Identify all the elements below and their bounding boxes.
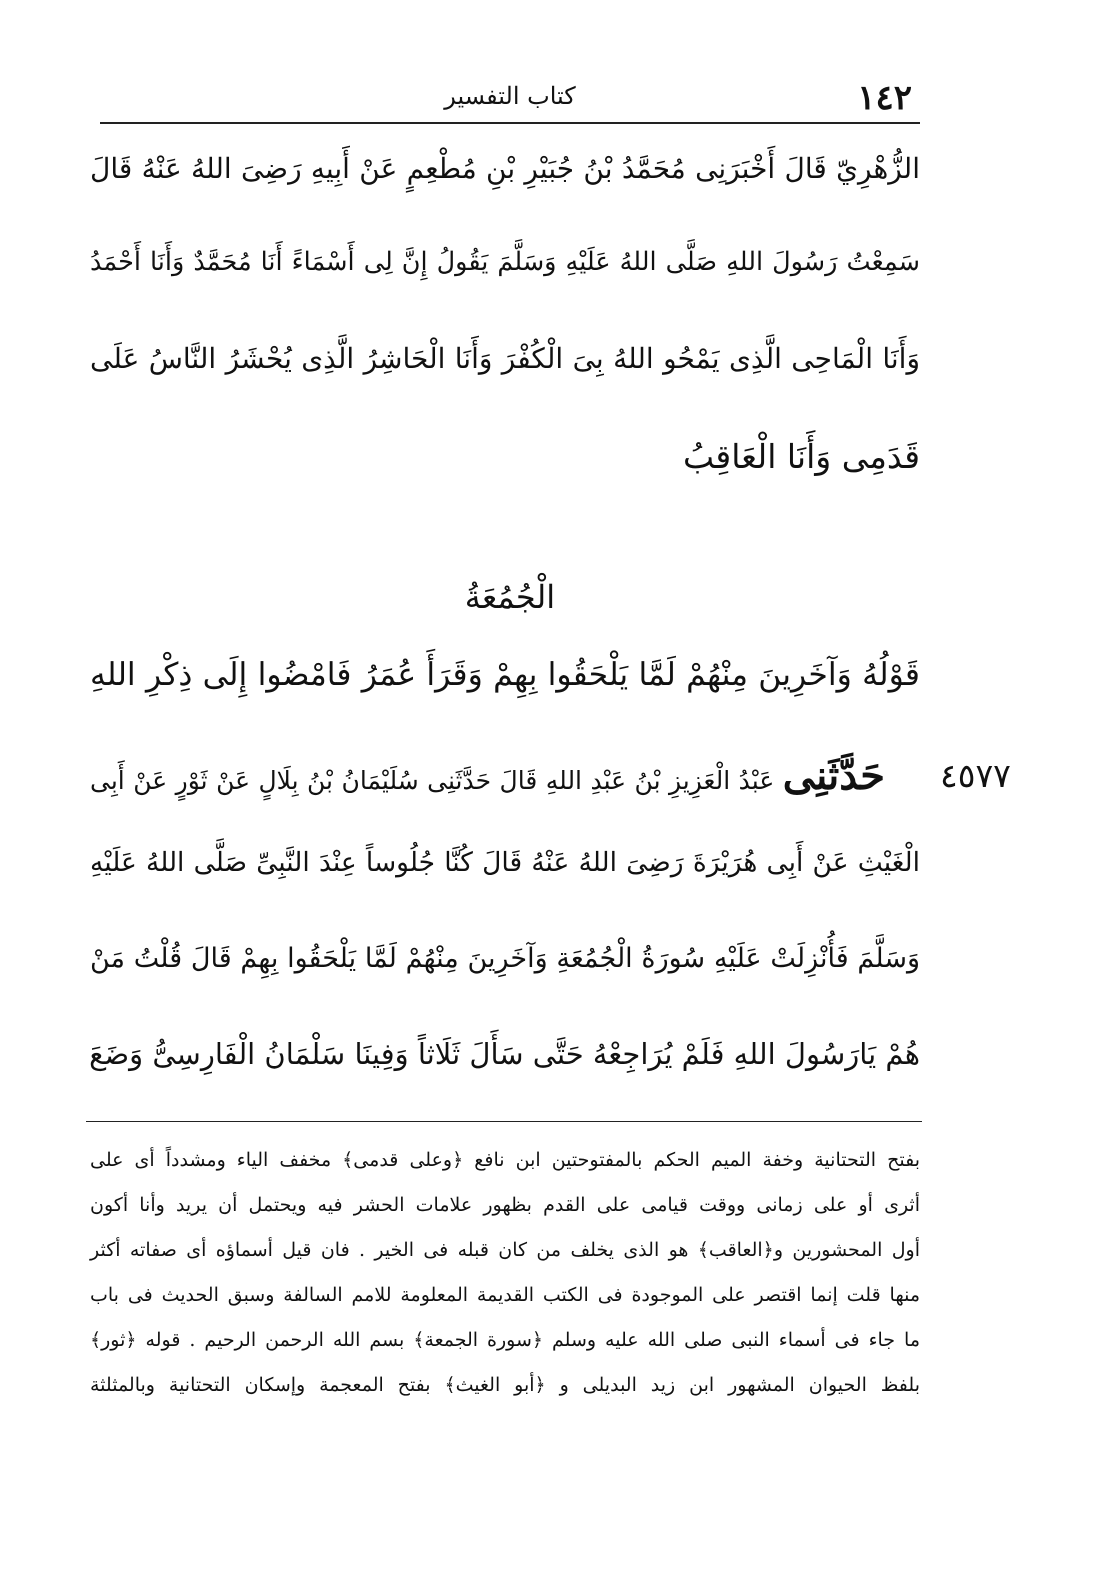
text-line: وَسَلَّمَ فَأُنْزِلَتْ عَلَيْهِ سُورَةُ الْجُمُعَةِ وَآخَرِينَ مِنْهُمْ لَمَّا يَلْحَقُوا بِهِمْ قَالَ قُلْتُ مَنْ	[90, 943, 920, 974]
text-line: هُمْ يَارَسُولَ اللهِ فَلَمْ يُرَاجِعْهُ حَتَّى سَأَلَ ثَلَاثاً وَفِينَا سَلْمَانُ الْفَارِسِىُّ وَضَعَ	[89, 1037, 920, 1071]
running-title: كتاب التفسير	[444, 82, 576, 110]
text-line: سَمِعْتُ رَسُولَ اللهِ صَلَّى اللهُ عَلَيْهِ وَسَلَّمَ يَقُولُ إِنَّ لِى أَسْمَاءً أَنَا مُحَمَّدٌ وَأَنَا أَحْمَدُ	[90, 247, 920, 277]
footnote-line: بلفظ الحيوان المشهور ابن زيد البديلى و ﴿أبو الغيث﴾ بفتح المعجمة وإسكان التحتانية وبالمثلثة	[90, 1374, 920, 1396]
section-title: الْجُمُعَةُ	[464, 578, 556, 616]
footnote-rule	[86, 1121, 922, 1122]
text-line: الْغَيْثِ عَنْ أَبِى هُرَيْرَةَ رَضِىَ اللهُ عَنْهُ قَالَ كُنَّا جُلُوساً عِنْدَ النَّبِىِّ صَلَّى اللهُ عَلَيْهِ	[90, 847, 920, 878]
footnote-line: أول المحشورين و﴿العاقب﴾ هو الذى يخلف من كان قبله فى الخير . فان قيل أسماؤه أى صفاته أكثر	[90, 1239, 920, 1261]
text-line: قَوْلُهُ وَآخَرِينَ مِنْهُمْ لَمَّا يَلْحَقُوا بِهِمْ وَقَرَأَ عُمَرُ فَامْضُوا إِلَى ذِكْرِ اللهِ	[90, 657, 920, 693]
footnote-line: منها قلت إنما اقتصر على الموجودة فى الكتب القديمة المعلومة للامم السالفة وسبق الحديث فى باب	[90, 1284, 920, 1306]
footnote-line: بفتح التحتانية وخفة الميم الحكم بالمفتوحتين ابن نافع ﴿وعلى قدمى﴾ مخفف الياء ومشدداً أى على	[90, 1149, 920, 1171]
footnote-line: ما جاء فى أسماء النبى صلى الله عليه وسلم ﴿سورة الجمعة﴾ بسم الله الرحمن الرحيم . قوله ﴿ثور﴾	[90, 1329, 920, 1351]
text-line: قَدَمِى وَأَنَا الْعَاقِبُ	[683, 437, 920, 476]
page-header	[100, 78, 920, 122]
footnote-line: أثرى أو على زمانى ووقت قيامى على القدم بظهور علامات الحشر فيه ويحتمل أن يريد وأنا أكون	[90, 1194, 920, 1216]
page-number: ١٤٢	[857, 78, 912, 118]
hadith-first-line	[90, 752, 885, 799]
text-line: وَأَنَا الْمَاحِى الَّذِى يَمْحُو اللهُ بِىَ الْكُفْرَ وَأَنَا الْحَاشِرُ الَّذِى يُحْشَرُ النَّاسُ عَلَى	[90, 342, 920, 375]
hadith-number: ٤٥٧٧	[940, 756, 1011, 795]
hadith-opening-word: حَدَّثَنِى	[782, 752, 885, 799]
text-line: الزُّهْرِيّ قَالَ أَخْبَرَنِى مُحَمَّدُ بْنُ جُبَيْرِ بْنِ مُطْعِمٍ عَنْ أَبِيهِ رَضِىَ اللهُ عَنْهُ قَالَ	[90, 152, 920, 185]
hadith-first-line-text: عَبْدُ الْعَزِيزِ بْنُ عَبْدِ اللهِ قَالَ حَدَّثَنِى سُلَيْمَانُ بْنُ بِلَالٍ عَنْ ثَوْرٍ عَنْ أَبِى	[90, 766, 775, 795]
header-rule	[100, 122, 920, 124]
